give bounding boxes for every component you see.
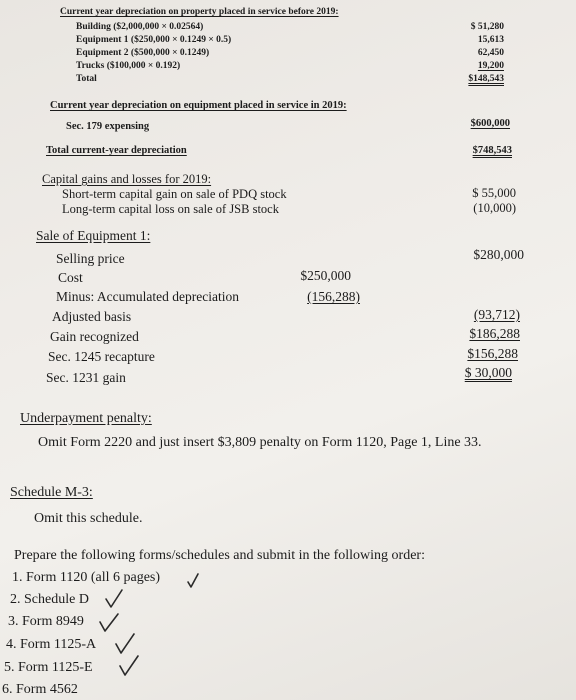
accum-dep-label: Minus: Accumulated depreciation [56,289,239,304]
check-mark-icon [186,572,200,590]
equipment2-amount: 62,450 [477,48,504,58]
form-item-6: 6. Form 4562 [2,682,78,697]
building-label: Building ($2,000,000 × 0.02564) [76,22,204,32]
capital-gains-heading: Capital gains and losses for 2019: [42,172,212,186]
ltcl-label: Long-term capital loss on sale of JSB stock [62,202,279,216]
forms-intro: Prepare the following forms/schedules and submit in the following order: [14,548,425,563]
check-mark-icon [104,588,124,610]
depreciation-2019-heading: Current year depreciation on equipment placed in service in 2019: [50,100,347,111]
total-prior-amount: $148,543 [468,74,504,84]
equipment1-amount: 15,613 [477,35,504,45]
check-mark-icon [98,612,120,634]
gain-amount: $186,288 [469,326,520,341]
adjusted-basis-label: Adjusted basis [52,309,132,324]
cost-amount: $250,000 [300,268,351,283]
building-amount: $ 51,280 [470,22,504,32]
sec179-label: Sec. 179 expensing [66,121,150,132]
sec179-amount: $600,000 [470,118,510,129]
total-depreciation-amount: $748,543 [472,145,512,156]
schedule-m3-heading: Schedule M-3: [10,485,93,500]
prior-depreciation-heading: Current year depreciation on property placed in service before 2019: [60,7,339,17]
equipment1-label: Equipment 1 ($250,000 × 0.1249 × 0.5) [76,35,232,45]
adjusted-basis-amount: (93,712) [473,307,520,322]
check-mark-icon [114,632,136,656]
trucks-label: Trucks ($100,000 × 0.192) [76,61,181,71]
form-item-5: 5. Form 1125-E [4,660,93,675]
selling-price-amount: $280,000 [473,247,524,262]
stcg-amount: $ 55,000 [472,186,516,200]
sec1245-amount: $156,288 [467,346,518,361]
underpayment-text: Omit Form 2220 and just insert $3,809 penalty on Form 1120, Page 1, Line 33. [38,435,482,450]
accum-dep-amount: (156,288) [307,289,360,304]
check-mark-icon [118,654,140,678]
form-item-4: 4. Form 1125-A [6,637,97,652]
ltcl-amount: (10,000) [473,201,516,215]
total-prior-label: Total [76,74,97,84]
form-item-3: 3. Form 8949 [8,614,84,629]
trucks-amount: 19,200 [477,61,504,71]
form-item-1: 1. Form 1120 (all 6 pages) [12,570,161,585]
underpayment-heading: Underpayment penalty: [20,411,152,426]
sec1245-label: Sec. 1245 recapture [48,349,155,364]
sec1231-label: Sec. 1231 gain [46,370,126,385]
equipment2-label: Equipment 2 ($500,000 × 0.1249) [76,48,210,58]
sale-equipment-heading: Sale of Equipment 1: [36,228,151,243]
stcg-label: Short-term capital gain on sale of PDQ stock [62,187,287,201]
schedule-m3-text: Omit this schedule. [34,511,143,526]
sec1231-amount: $ 30,000 [464,365,512,380]
selling-price-label: Selling price [56,251,125,266]
form-item-2: 2. Schedule D [10,592,89,607]
cost-label: Cost [58,270,83,285]
gain-label: Gain recognized [50,329,139,344]
total-depreciation-label: Total current-year depreciation [46,145,187,156]
